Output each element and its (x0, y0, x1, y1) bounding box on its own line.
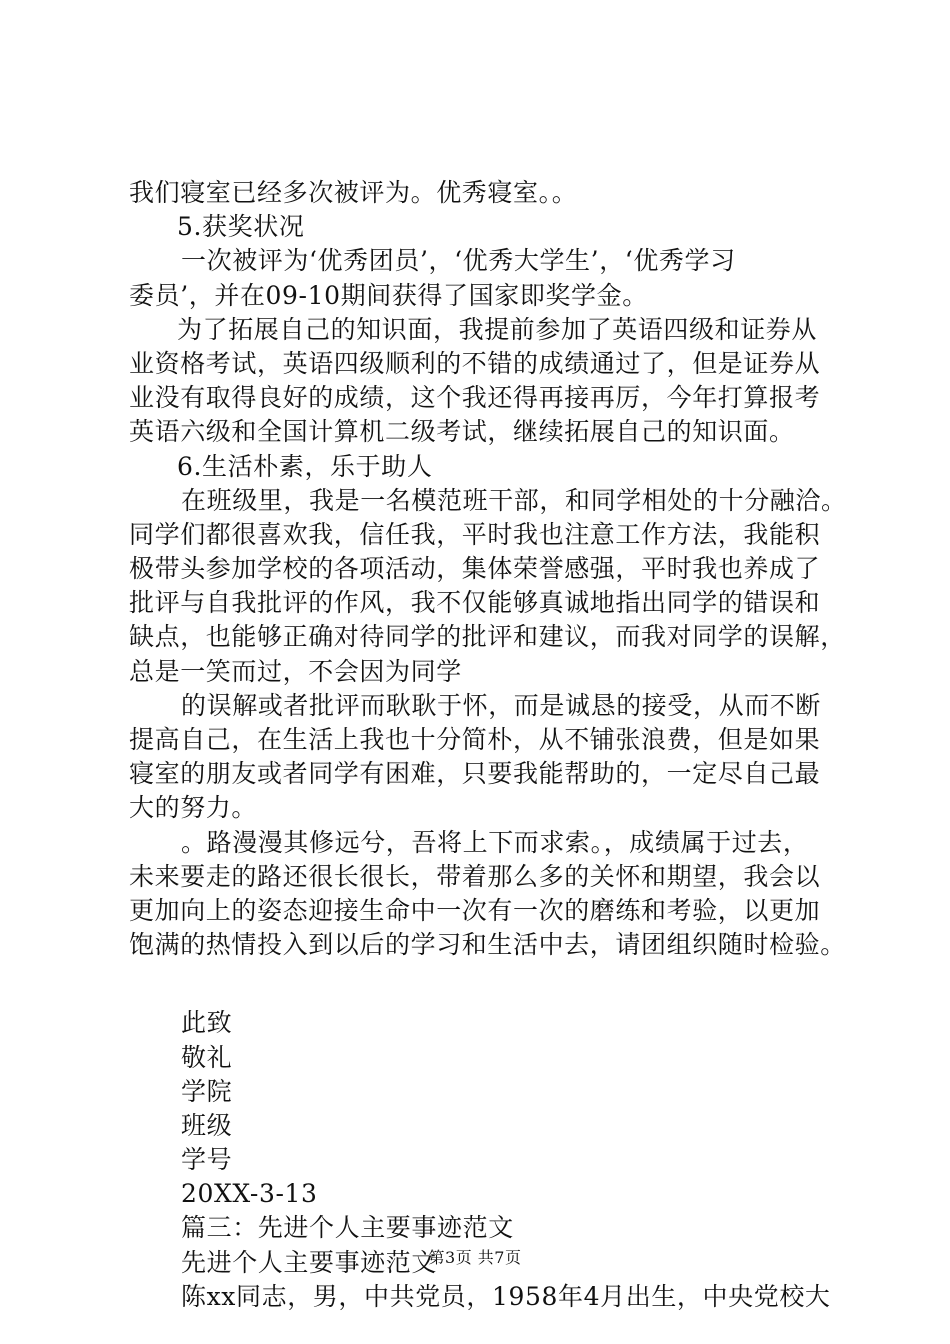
text-line: 大的努力。 (129, 793, 258, 823)
text-line: 业资格考试，英语四级顺利的不错的成绩通过了，但是证券从 (129, 348, 821, 378)
text-line: 寝室的朋友或者同学有困难，只要我能帮助的，一定尽自己最 (129, 759, 821, 789)
text-line: 委员’，并在09-10期间获得了国家即奖学金。 (129, 280, 648, 310)
text-line: 提高自己，在生活上我也十分简朴，从不铺张浪费，但是如果 (129, 725, 821, 754)
text-line: 陈xx同志，男，中共党员，1958年4月出生，中央党校大 (181, 1281, 831, 1311)
section-subtitle: 先进个人主要事迹范文 (181, 1247, 438, 1277)
closing-college: 学院 (181, 1076, 233, 1106)
text-line: 批评与自我批评的作风，我不仅能够真诚地指出同学的错误和 (129, 588, 821, 618)
text-line: 业没有取得良好的成绩，这个我还得再接再厉，今年打算报考 (129, 383, 821, 413)
spacer (129, 962, 849, 1006)
text-line: 更加向上的姿态迎接生命中一次有一次的磨练和考验，以更加 (129, 895, 821, 925)
closing-class: 班级 (181, 1110, 233, 1140)
text-line: 我们寝室已经多次被评为。优秀寝室。。 (129, 178, 578, 207)
document-body (129, 176, 849, 1314)
text-line: 极带头参加学校的各项活动，集体荣誉感强，平时我也养成了 (129, 554, 821, 584)
section-heading-awards: 5.获奖状况 (177, 212, 305, 242)
text-line: 一次被评为‘优秀团员’，‘优秀大学生’，‘优秀学习 (181, 246, 736, 276)
text-line: 饱满的热情投入到以后的学习和生活中去，请团组织随时检验。 (129, 930, 846, 960)
page-footer: 第3页 共7页 (428, 1248, 522, 1267)
text-line: 未来要走的路还很长很长，带着那么多的关怀和期望，我会以 (129, 861, 821, 891)
section-title: 篇三：先进个人主要事迹范文 (181, 1213, 514, 1243)
closing-regards: 敬礼 (181, 1042, 233, 1072)
closing-date: 20XX-3-13 (181, 1179, 318, 1209)
text-line: 同学们都很喜欢我，信任我，平时我也注意工作方法，我能积 (129, 519, 821, 549)
text-line: 为了拓展自己的知识面，我提前参加了英语四级和证券从 (177, 314, 818, 344)
text-line: 在班级里，我是一名模范班干部，和同学相处的十分融洽。 (181, 485, 847, 515)
text-line: 缺点，也能够正确对待同学的批评和建议，而我对同学的误解， (129, 622, 846, 652)
text-line: 总是一笑而过，不会因为同学 (129, 656, 462, 686)
closing-student-id: 学号 (181, 1145, 233, 1175)
text-line: 的误解或者批评而耿耿于怀，而是诚恳的接受，从而不断 (181, 690, 822, 720)
section-heading-life: 6.生活朴素，乐于助人 (177, 451, 433, 481)
text-line: 英语六级和全国计算机二级考试，继续拓展自己的知识面。 (129, 417, 795, 447)
closing-salutation: 此致 (181, 1008, 233, 1038)
text-line: 。路漫漫其修远兮，吾将上下而求索。，成绩属于过去， (181, 827, 809, 857)
